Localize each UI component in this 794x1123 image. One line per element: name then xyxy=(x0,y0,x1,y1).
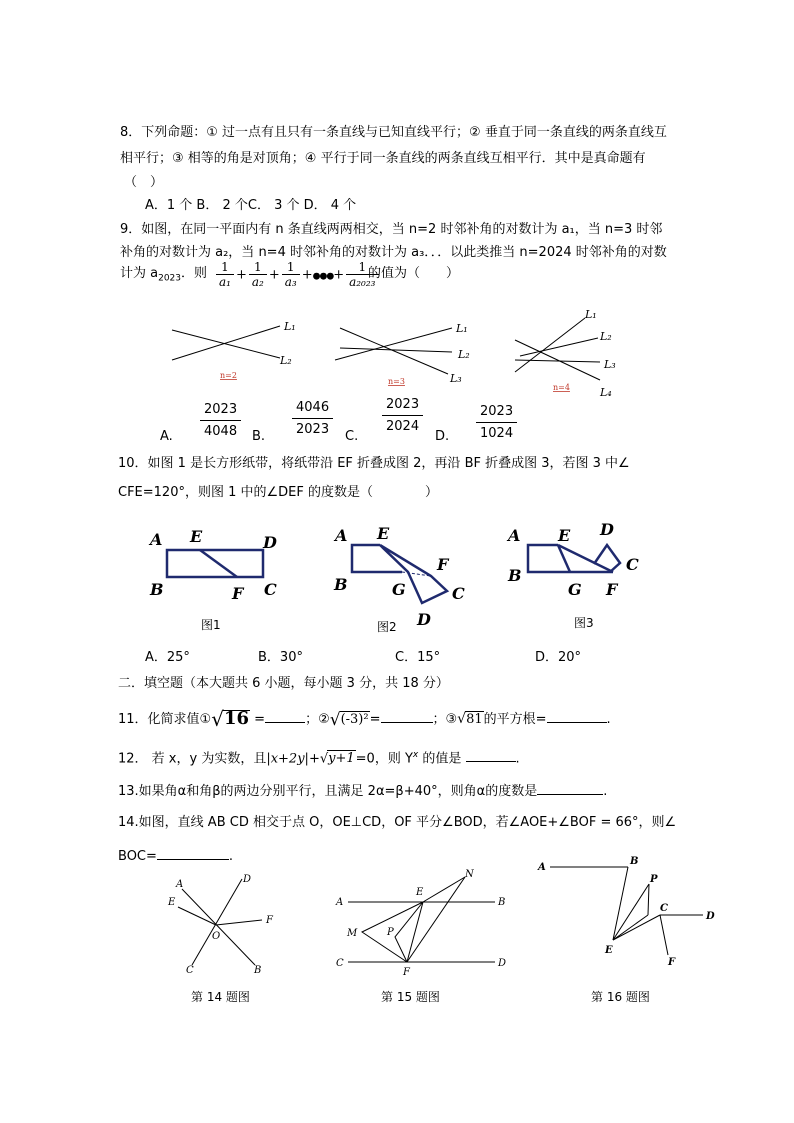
pt-E: E xyxy=(190,527,203,546)
q8-line2: 相平行；③ 相等的角是对顶角；④ 平行于同一条直线的两条直线互相平行．其中是真命题有 xyxy=(120,151,646,166)
pt-D: D xyxy=(417,610,431,629)
q12-rad: y+1 xyxy=(328,751,355,767)
q9-expression xyxy=(214,260,381,290)
pt-A: A xyxy=(150,530,163,549)
q14-line1: 14.如图，直线 AB CD 相交于点 O，OE⊥CD，OF 平分∠BOD，若∠AOE+∠BOF = 66°，则∠ xyxy=(118,815,677,830)
q8-paren: （ ） xyxy=(124,175,164,190)
q12-abs: |x+2y| xyxy=(266,751,309,767)
label-L4: L₄ xyxy=(600,386,612,399)
q9-fig-n4 xyxy=(515,308,616,399)
pt-B: B xyxy=(498,897,506,908)
pt-F: F xyxy=(606,580,618,599)
frac-den: a₁ xyxy=(219,275,231,289)
pt-D: D xyxy=(243,874,252,885)
plus: + xyxy=(235,267,247,283)
pt-B: B xyxy=(508,566,522,585)
num: 2023 xyxy=(200,402,241,421)
fig14-caption: 第 14 题图 xyxy=(191,990,250,1004)
q9-fig-n2 xyxy=(172,320,296,380)
label-L3: L₃ xyxy=(450,372,462,385)
q11-blank3[interactable] xyxy=(547,722,607,723)
q9-sub: 2023 xyxy=(158,273,182,284)
pt-C: C xyxy=(186,965,194,976)
pt-B: B xyxy=(334,575,348,594)
plus: + xyxy=(308,751,320,767)
q14-line2: BOC= . xyxy=(118,849,234,864)
fig16 xyxy=(550,867,703,955)
q11-rad2: (-3)² xyxy=(340,712,369,727)
caption-n3: n=3 xyxy=(388,377,405,386)
q10-fig1 xyxy=(167,550,263,577)
q11-blank2[interactable] xyxy=(381,722,433,723)
q9-text: 计为 a xyxy=(120,266,159,281)
q10-caption-2: 图2 xyxy=(377,620,397,634)
pt-F: F xyxy=(437,555,449,574)
frac-den: a₂₀₂₃ xyxy=(349,275,376,289)
pt-B: B xyxy=(254,965,262,976)
label-L2: L₂ xyxy=(280,354,292,367)
plus: + xyxy=(268,267,280,283)
pt-A: A xyxy=(176,879,184,890)
label-L1: L₁ xyxy=(284,320,296,333)
pt-B: B xyxy=(150,580,164,599)
q11-rad1: 16 xyxy=(223,708,250,729)
q10-line2: CFE=120°，则图 1 中的∠DEF 的度数是（ ） xyxy=(118,485,438,500)
q9-opt-c-frac xyxy=(382,397,423,435)
q12-prefix: 12． 若 x，y 为实数，且 xyxy=(118,751,267,767)
q9-opt-a-frac xyxy=(200,402,241,440)
pt-B: B xyxy=(630,856,639,867)
q8-options: A．1 个 B． 2 个C． 3 个 D． 4 个 xyxy=(145,198,357,213)
q9-opt-d-frac xyxy=(476,404,517,442)
q9-figures xyxy=(160,310,640,405)
label-L2: L₂ xyxy=(600,330,612,343)
q10-line1: 10．如图 1 是长方形纸带，将纸带沿 EF 折叠成图 2，再沿 BF 折叠成图 3，若图 3 中∠ xyxy=(118,456,630,471)
q11-blank1[interactable] xyxy=(265,722,305,723)
fig15-caption: 第 15 题图 xyxy=(381,990,440,1004)
sep: ；② xyxy=(305,712,330,727)
q9-opt-a-letter: A. xyxy=(160,429,173,444)
eq: = xyxy=(254,712,266,727)
pt-P: P xyxy=(387,927,394,938)
q11-rad3: 81 xyxy=(466,712,483,727)
q12: 12． 若 x，y 为实数，且|x+2y|+√y+1=0，则 $Y^x$ 的值是 . xyxy=(118,750,520,767)
q9-line2: 补角的对数计为 a₂，当 n=4 时邻补角的对数计为 a₃．．．以此类推当 n=2024 时邻补角的对数 xyxy=(120,245,667,260)
q12-mid: =0，则 Y xyxy=(355,751,413,767)
pt-E: E xyxy=(416,887,424,898)
caption-n4: n=4 xyxy=(553,383,570,392)
q9-text-b: ．则 xyxy=(181,266,208,281)
pt-F: F xyxy=(403,967,410,978)
den: 2024 xyxy=(386,419,420,434)
q10-opt-c: C．15° xyxy=(395,650,441,665)
q9-line1: 9．如图，在同一平面内有 n 条直线两两相交，当 n=2 时邻补角的对数计为 a₁，当 n=3 时邻 xyxy=(120,222,663,237)
fig16-caption: 第 16 题图 xyxy=(591,990,650,1004)
pt-F: F xyxy=(266,915,273,926)
pt-A: A xyxy=(508,526,521,545)
pt-C: C xyxy=(264,580,277,599)
label-L3: L₃ xyxy=(604,358,616,371)
pt-G: G xyxy=(568,580,582,599)
pt-D: D xyxy=(498,958,507,969)
label-L2: L₂ xyxy=(458,348,470,361)
q10-opt-a: A．25° xyxy=(145,650,190,665)
q11-prefix: 11．化简求值① xyxy=(118,712,212,727)
fig14 xyxy=(178,879,262,965)
pt-C: C xyxy=(626,555,639,574)
pt-D: D xyxy=(263,533,277,552)
num: 2023 xyxy=(382,397,423,416)
sep: ；③ xyxy=(432,712,458,727)
pt-F: F xyxy=(232,584,244,603)
num: 4046 xyxy=(292,400,333,419)
pt-G: G xyxy=(392,580,406,599)
q9-opt-b-letter: B. xyxy=(252,429,266,444)
pt-F: F xyxy=(668,957,676,968)
q12-tail: 的值是 xyxy=(422,751,462,767)
pt-D: D xyxy=(600,520,614,539)
pt-E: E xyxy=(558,526,571,545)
eq: = xyxy=(369,712,381,727)
q9-opt-d-letter: D. xyxy=(435,429,450,444)
den: 1024 xyxy=(480,426,514,441)
caption-n2: n=2 xyxy=(220,371,237,380)
frac-num: 1 xyxy=(282,260,300,275)
q8-line1: 8．下列命题：① 过一点有且只有一条直线与已知直线平行；② 垂直于同一条直线的两条直线互 xyxy=(120,125,667,140)
label-L1: L₁ xyxy=(456,322,468,335)
q13-blank[interactable] xyxy=(537,794,603,795)
q10-caption-3: 图3 xyxy=(574,616,594,630)
pt-A: A xyxy=(335,526,348,545)
pt-P: P xyxy=(650,874,658,885)
pt-E: E xyxy=(168,897,176,908)
pt-O: O xyxy=(212,931,221,942)
pt-C: C xyxy=(660,903,668,914)
q10-opt-d: D．20° xyxy=(535,650,582,665)
frac-num: 1 xyxy=(216,260,234,275)
q9-opt-c-letter: C. xyxy=(345,429,359,444)
q14-blank[interactable] xyxy=(157,859,229,860)
frac-den: a₃ xyxy=(284,275,297,289)
dots: ●●● xyxy=(312,271,334,282)
pt-A: A xyxy=(538,862,546,873)
q12-blank[interactable] xyxy=(466,761,516,762)
pt-N: N xyxy=(465,869,474,880)
pt-D: D xyxy=(706,911,715,922)
den: 2023 xyxy=(296,422,330,437)
frac-num: 1 xyxy=(249,260,267,275)
q14-line2-text: BOC= xyxy=(118,849,157,864)
q11-tail: 的平方根= xyxy=(483,712,547,727)
pt-E: E xyxy=(377,524,390,543)
q9-fig-n3 xyxy=(335,322,470,386)
pt-M: M xyxy=(347,928,358,939)
q10-opt-b: B．30° xyxy=(258,650,303,665)
num: 2023 xyxy=(476,404,517,423)
den: 4048 xyxy=(204,424,238,439)
q9-line3 xyxy=(120,266,207,287)
q13-text: 13.如果角α和角β的两边分别平行，且满足 2α=β+40°，则角α的度数是 xyxy=(118,784,538,799)
frac-den: a₂ xyxy=(251,275,264,289)
q11: 11．化简求值①√16 = ；②√(-3)²= ；③√81的平方根= . xyxy=(118,707,611,731)
q10-caption-1: 图1 xyxy=(201,618,221,632)
section-2-heading: 二．填空题（本大题共 6 小题，每小题 3 分，共 18 分） xyxy=(118,676,449,691)
q9-tail: 的值为（ ） xyxy=(368,266,460,281)
pt-C: C xyxy=(452,584,465,603)
label-L1: L₁ xyxy=(585,308,597,321)
q13: 13.如果角α和角β的两边分别平行，且满足 2α=β+40°，则角α的度数是 . xyxy=(118,784,608,799)
plus: + xyxy=(333,267,345,283)
q12-sup: x xyxy=(412,750,419,760)
pt-A: A xyxy=(336,897,344,908)
bottom-figures xyxy=(150,856,730,983)
q10-fig3 xyxy=(528,545,620,572)
frac-num: 1 xyxy=(346,260,378,275)
pt-E: E xyxy=(605,945,613,956)
pt-C: C xyxy=(336,958,344,969)
q9-opt-b-frac xyxy=(292,400,333,438)
plus: + xyxy=(301,267,313,283)
